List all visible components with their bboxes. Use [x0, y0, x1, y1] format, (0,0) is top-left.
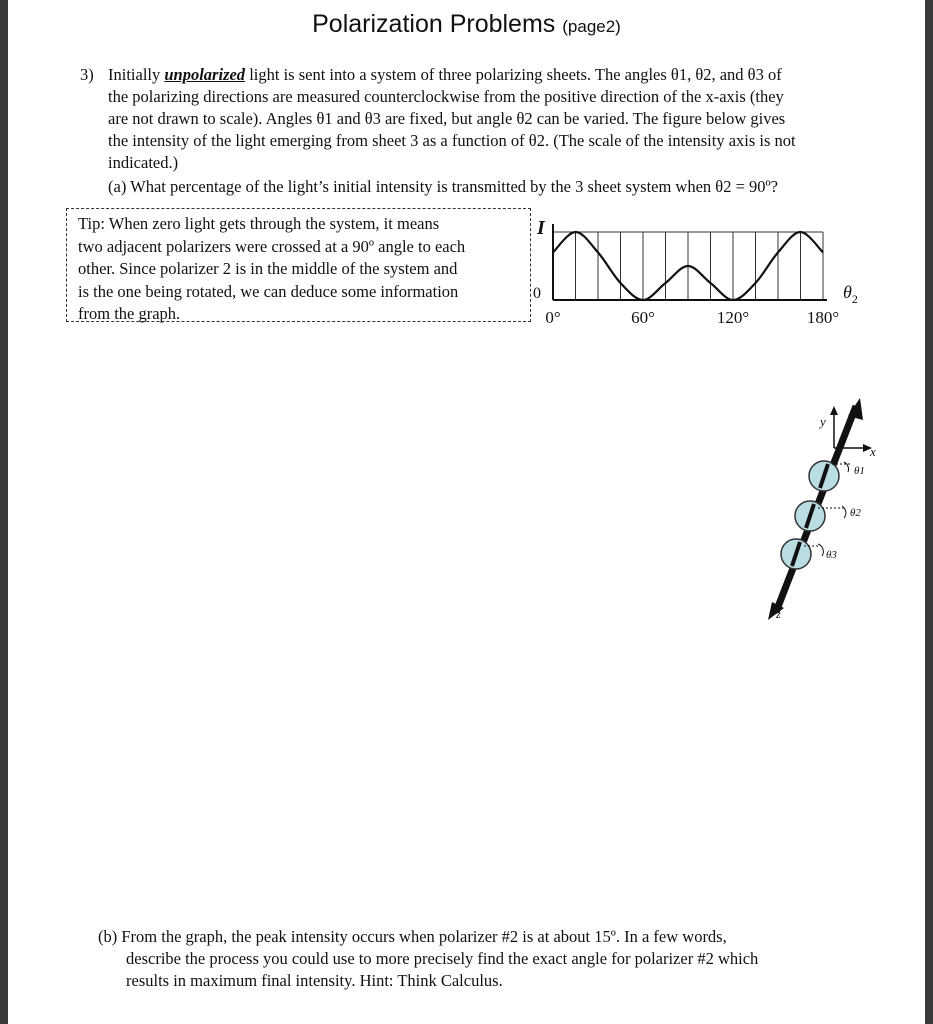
- chart-x-label: $\theta_2$: [843, 282, 858, 306]
- polarizer-diagram: [760, 390, 900, 630]
- question-b-line-1: (b) From the graph, the peak intensity occurs when polarizer #2 is at about 15º. In a few words,: [98, 927, 727, 946]
- x-tick-label: 120°: [716, 308, 750, 327]
- diagram-x-label: x: [870, 444, 876, 459]
- question-a: (a) What percentage of the light’s initial intensity is transmitted by the 3 sheet system when θ2 = 90º?: [108, 177, 778, 196]
- problem-line-5: indicated.): [108, 153, 179, 172]
- page-title: Polarization Problems (page2): [312, 10, 621, 38]
- intensity-chart: [520, 208, 870, 338]
- tip-line-3: other. Since polarizer 2 is in the middle of the system and: [78, 259, 458, 278]
- tip-line-2: two adjacent polarizers were crossed at a 90º angle to each: [78, 236, 466, 256]
- angle1-label: θ1: [854, 465, 865, 477]
- diagram-z-label: z: [776, 607, 781, 621]
- chart-y-zero-label: 0: [533, 285, 541, 302]
- angle3-label: θ3: [826, 549, 837, 561]
- question-b-line-3: results in maximum final intensity. Hint: Think Calculus.: [126, 971, 503, 990]
- problem-3: [80, 64, 878, 198]
- angle2-label: θ2: [850, 507, 861, 519]
- y-arrow-icon: [830, 406, 838, 415]
- diagram-y-label: y: [820, 414, 826, 429]
- question-b-line-2: describe the process you could use to more precisely find the exact angle for polarizer #2 which: [126, 949, 759, 968]
- chart-y-label: I: [537, 217, 545, 239]
- problem-line-3: are not drawn to scale). Angles θ1 and θ3 are fixed, but angle θ2 can be varied. The figure below gives: [108, 109, 786, 128]
- problem-line-2: the polarizing directions are measured counterclockwise from the positive direction of the x-axis (they: [108, 87, 784, 106]
- tip-line-5: from the graph.: [78, 304, 181, 323]
- tip-box: [66, 208, 531, 322]
- page-title-suffix: (page2): [562, 17, 621, 36]
- angle3-arc: [818, 544, 823, 556]
- tip-line-1: Tip: When zero light gets through the system, it means: [78, 214, 440, 233]
- unpolarized-emphasis: unpolarized: [164, 65, 246, 84]
- problem-line-4: the intensity of the light emerging from sheet 3 as a function of θ2. (The scale of the intensity axis is not: [108, 131, 796, 150]
- x-tick-label: 0°: [545, 308, 561, 327]
- x-tick-label: 60°: [631, 308, 655, 327]
- problem-number: 3): [80, 65, 94, 84]
- x-tick-label: 180°: [806, 308, 840, 327]
- question-b: [98, 926, 858, 992]
- tip-line-4: is the one being rotated, we can deduce some information: [78, 281, 459, 301]
- chart-x-tick-labels: [545, 308, 839, 327]
- problem-line-1: Initially unpolarized light is sent into a system of three polarizing sheets. The angles θ1, θ2, and θ3 of: [108, 65, 782, 84]
- window-edge-right: [925, 0, 933, 1024]
- window-edge-left: [0, 0, 8, 1024]
